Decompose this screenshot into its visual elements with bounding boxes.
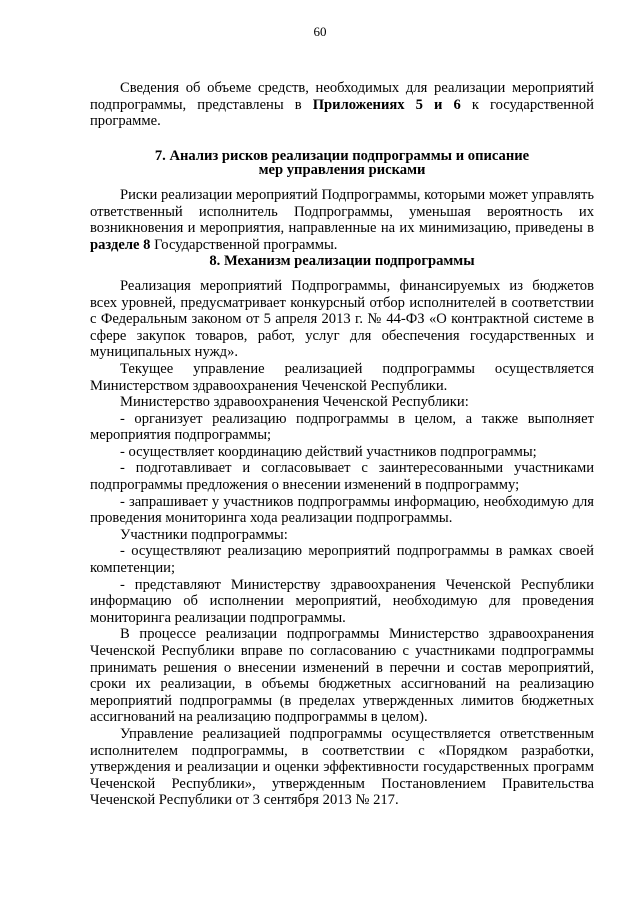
section8-paragraph-3: Министерство здравоохранения Чеченской Республики: [120,394,469,411]
ministry-item: - подготавливает и согласовывает с заинтересованными участниками подпрограммы предложения о внесении изменений в подпрограмму; [90,460,594,494]
ministry-item: - организует реализацию подпрограммы в целом, а также выполняет мероприятия подпрограммы; [90,410,594,444]
participant-item: - осуществляют реализацию мероприятий подпрограммы в рамках своей компетенции; [90,543,594,577]
section7-section-ref: разделе 8 [90,236,151,253]
ministry-item: - запрашивает у участников подпрограммы информацию, необходимую для проведения мониторинга хода реализации подпрограммы. [90,493,594,527]
page-number: 60 [313,24,327,39]
intro-paragraph [90,80,594,130]
section8-paragraph-5: В процессе реализации подпрограммы Министерство здравоохранения Чеченской Республики вправе по согласованию с участниками подпрограммы принимать решения о внесении изменений в перечни и состав мероприятий, сроки их реализации, в объемы бюджетных ассигнований на реализацию мероприятий подпрограммы (в пределах утвержденных лимитов бюджетных ассигнований на реализацию подпрограммы в целом). [90,626,594,726]
participant-item: - представляют Министерству здравоохранения Чеченской Республики информацию об исполнении мероприятий, необходимую для проведения мониторинга реализации подпрограммы. [90,576,594,626]
section8-paragraph-1: Реализация мероприятий Подпрограммы, финансируемых из бюджетов всех уровней, предусматривает конкурсный отбор исполнителей в соответствии с Федеральным законом от 5 апреля 2013 г. № 44-ФЗ «О контрактной системе в сфере закупок товаров, работ, услуг для обеспечения государственных и муниципальных нужд». [90,277,594,361]
intro-text-2: к государственной программе. [90,96,594,130]
section7-text-1: Риски реализации мероприятий Подпрограммы, которыми может управлять ответственный исполнитель Подпрограммы, уменьшая вероятность их возникновения и мероприятия, направленные на их минимизацию, приведены в [90,186,594,237]
intro-appendix-ref: Приложениях 5 и 6 [312,96,461,113]
section8-paragraph-4: Участники подпрограммы: [120,526,288,543]
ministry-item: - осуществляет координацию действий участников подпрограммы; [120,443,537,460]
section8-paragraph-2: Текущее управление реализацией подпрограммы осуществляется Министерством здравоохранения Чеченской Республики. [90,360,594,394]
section7-text-2: Государственной программы. [150,236,338,253]
intro-text-1: Сведения об объеме средств, необходимых для реализации мероприятий подпрограммы, представлены в [90,80,594,113]
section7-title [90,148,594,179]
section8-paragraph-6: Управление реализацией подпрограммы осуществляется ответственным исполнителем подпрограммы, в соответствии с «Порядком разработки, утверждения и реализации и оценки эффективности государственных программ Чеченской Республики», утвержденным Постановлением Правительства Чеченской Республики от 3 сентября 2013 № 217. [90,725,594,809]
section7-title-line1: 7. Анализ рисков реализации подпрограммы и описание [154,147,530,164]
section8-title: 8. Механизм реализации подпрограммы [209,253,475,270]
section7-title-line2: мер управления рисками [258,162,426,179]
section7-paragraph [90,187,594,253]
document-body [90,80,594,809]
